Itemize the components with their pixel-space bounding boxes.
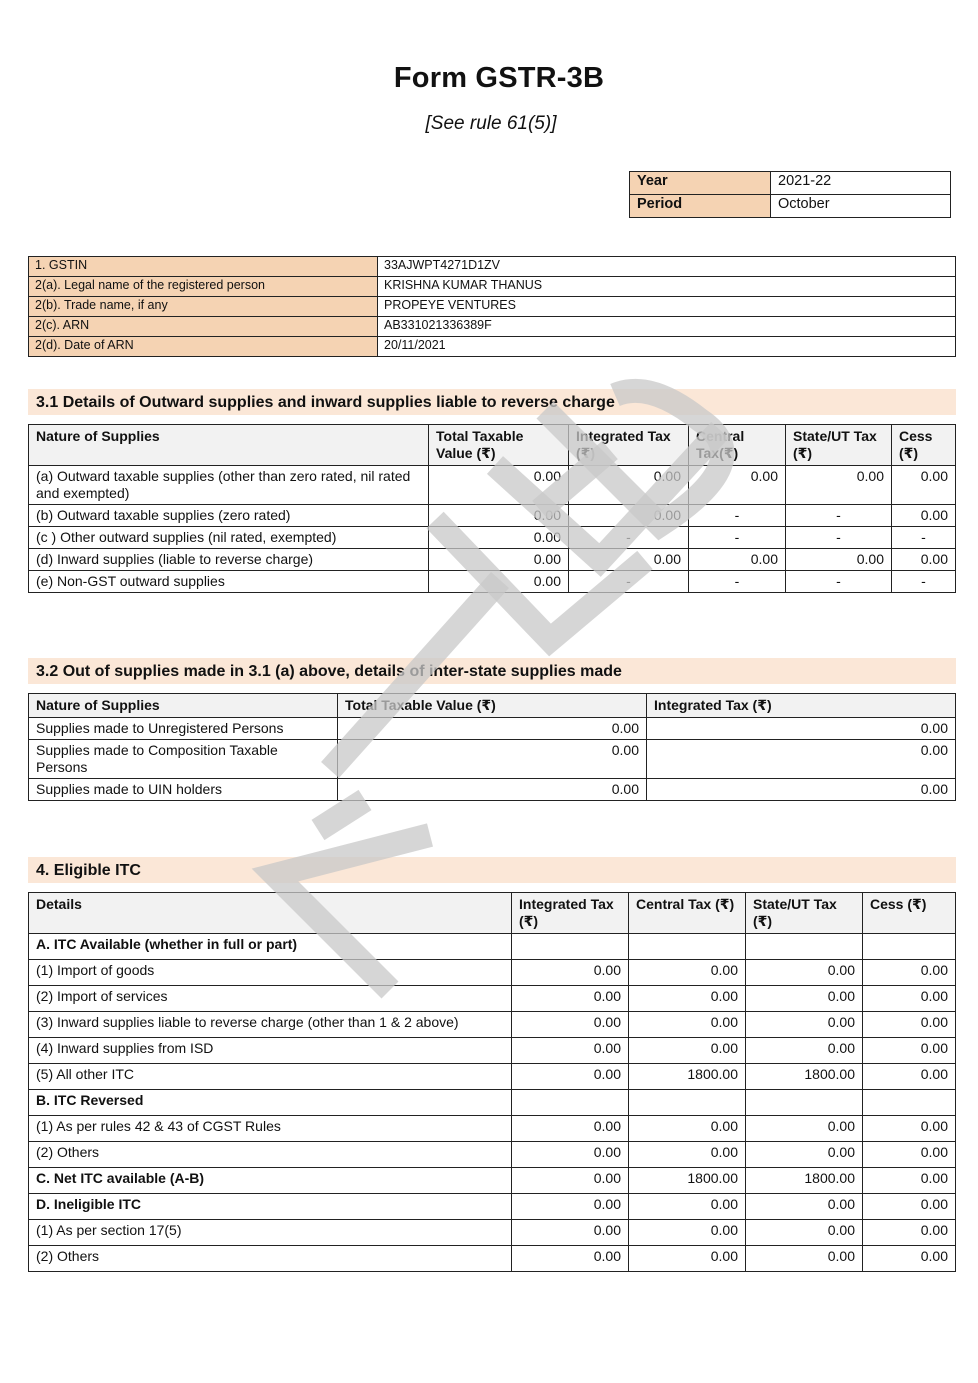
cell-value: 0.00	[892, 549, 956, 571]
cell-value: -	[689, 527, 786, 549]
cell-value: 0.00	[512, 1220, 629, 1246]
cell-value: 1800.00	[746, 1168, 863, 1194]
table-row-group-c	[29, 1168, 956, 1194]
cell-value: 0.00	[629, 1194, 746, 1220]
cell-value	[746, 934, 863, 960]
col-header: Integrated Tax (₹)	[512, 893, 629, 934]
cell-value: 0.00	[429, 549, 569, 571]
row-label: (5) All other ITC	[29, 1064, 512, 1090]
cell-value: -	[892, 527, 956, 549]
row-label: Supplies made to UIN holders	[29, 779, 338, 801]
row-label: Supplies made to Unregistered Persons	[29, 718, 338, 740]
info-value: AB331021336389F	[378, 317, 956, 337]
cell-value: 0.00	[863, 1012, 956, 1038]
row-label: B. ITC Reversed	[29, 1090, 512, 1116]
cell-value: 0.00	[629, 986, 746, 1012]
col-header: Total Taxable Value (₹)	[429, 425, 569, 466]
row-label: (2) Others	[29, 1142, 512, 1168]
row-label: (3) Inward supplies liable to reverse charge (other than 1 & 2 above)	[29, 1012, 512, 1038]
row-label: (c ) Other outward supplies (nil rated, exempted)	[29, 527, 429, 549]
section-3-2-heading: 3.2 Out of supplies made in 3.1 (a) above, details of inter-state supplies made	[28, 658, 956, 684]
table-row	[29, 960, 956, 986]
cell-value: 0.00	[647, 718, 956, 740]
cell-value: 0.00	[512, 1168, 629, 1194]
col-header: Central Tax (₹)	[629, 893, 746, 934]
info-row-arn	[29, 317, 956, 337]
cell-value	[746, 1090, 863, 1116]
cell-value: 0.00	[892, 466, 956, 505]
cell-value: 0.00	[429, 505, 569, 527]
cell-value: 0.00	[512, 960, 629, 986]
cell-value: 0.00	[746, 1038, 863, 1064]
cell-value	[863, 1090, 956, 1116]
cell-value: 0.00	[746, 1194, 863, 1220]
year-label: Year	[630, 172, 771, 195]
period-value: October	[771, 195, 951, 218]
row-label: Supplies made to Composition Taxable Persons	[29, 740, 338, 779]
info-row-legal-name	[29, 277, 956, 297]
row-label: (1) As per rules 42 & 43 of CGST Rules	[29, 1116, 512, 1142]
cell-value: 0.00	[338, 740, 647, 779]
col-header: Integrated Tax (₹)	[569, 425, 689, 466]
cell-value	[512, 1090, 629, 1116]
cell-value: 0.00	[863, 1142, 956, 1168]
table-row	[29, 549, 956, 571]
table-header-row	[29, 893, 956, 934]
row-label: (b) Outward taxable supplies (zero rated)	[29, 505, 429, 527]
row-label: (d) Inward supplies (liable to reverse charge)	[29, 549, 429, 571]
cell-value	[629, 934, 746, 960]
outward-supplies-table	[28, 424, 956, 593]
table-row-group-b	[29, 1090, 956, 1116]
cell-value: 0.00	[863, 1064, 956, 1090]
cell-value: 0.00	[429, 571, 569, 593]
cell-value: 0.00	[647, 779, 956, 801]
table-row	[29, 740, 956, 779]
info-label: 1. GSTIN	[29, 257, 378, 277]
table-row	[29, 1220, 956, 1246]
info-label: 2(a). Legal name of the registered person	[29, 277, 378, 297]
table-row	[29, 1012, 956, 1038]
row-label: (2) Others	[29, 1246, 512, 1272]
row-label: (2) Import of services	[29, 986, 512, 1012]
cell-value: 0.00	[512, 1012, 629, 1038]
cell-value: -	[786, 505, 892, 527]
cell-value: -	[689, 505, 786, 527]
cell-value: 0.00	[863, 1038, 956, 1064]
col-header: State/UT Tax (₹)	[786, 425, 892, 466]
cell-value: 0.00	[512, 1064, 629, 1090]
cell-value	[863, 934, 956, 960]
col-header: Details	[29, 893, 512, 934]
table-header-row	[29, 425, 956, 466]
cell-value: 0.00	[689, 549, 786, 571]
cell-value: 0.00	[746, 1220, 863, 1246]
row-label: C. Net ITC available (A-B)	[29, 1168, 512, 1194]
col-header: Cess (₹)	[892, 425, 956, 466]
cell-value: 0.00	[746, 1142, 863, 1168]
cell-value: 0.00	[746, 960, 863, 986]
info-label: 2(d). Date of ARN	[29, 337, 378, 357]
cell-value: 0.00	[512, 1116, 629, 1142]
info-row-arn-date	[29, 337, 956, 357]
table-row-group-a	[29, 934, 956, 960]
table-row	[29, 718, 956, 740]
row-label: (e) Non-GST outward supplies	[29, 571, 429, 593]
cell-value: 0.00	[689, 466, 786, 505]
period-row	[630, 195, 951, 218]
cell-value: 1800.00	[629, 1064, 746, 1090]
cell-value: 0.00	[629, 1246, 746, 1272]
cell-value: 0.00	[629, 1220, 746, 1246]
info-value: 33AJWPT4271D1ZV	[378, 257, 956, 277]
cell-value: 0.00	[429, 527, 569, 549]
cell-value: -	[569, 527, 689, 549]
col-header: Cess (₹)	[863, 893, 956, 934]
period-table	[629, 171, 951, 218]
cell-value: 0.00	[863, 1194, 956, 1220]
cell-value: 0.00	[863, 1246, 956, 1272]
info-value: PROPEYE VENTURES	[378, 297, 956, 317]
cell-value: 0.00	[512, 1194, 629, 1220]
cell-value: 0.00	[338, 779, 647, 801]
cell-value: 0.00	[569, 466, 689, 505]
info-label: 2(c). ARN	[29, 317, 378, 337]
cell-value: 0.00	[863, 960, 956, 986]
cell-value: 0.00	[786, 466, 892, 505]
cell-value: 1800.00	[746, 1064, 863, 1090]
cell-value: 0.00	[746, 1012, 863, 1038]
cell-value: 0.00	[429, 466, 569, 505]
table-row	[29, 505, 956, 527]
table-row	[29, 466, 956, 505]
cell-value: 0.00	[512, 986, 629, 1012]
col-header: Nature of Supplies	[29, 694, 338, 718]
table-row	[29, 1116, 956, 1142]
cell-value: 0.00	[629, 1012, 746, 1038]
col-header: Nature of Supplies	[29, 425, 429, 466]
row-label: (1) Import of goods	[29, 960, 512, 986]
table-row	[29, 1142, 956, 1168]
info-label: 2(b). Trade name, if any	[29, 297, 378, 317]
cell-value: 0.00	[892, 505, 956, 527]
col-header: Integrated Tax (₹)	[647, 694, 956, 718]
cell-value: 0.00	[863, 1168, 956, 1194]
cell-value: 0.00	[647, 740, 956, 779]
cell-value: -	[786, 527, 892, 549]
cell-value: 0.00	[338, 718, 647, 740]
cell-value: 0.00	[629, 1038, 746, 1064]
info-value: KRISHNA KUMAR THANUS	[378, 277, 956, 297]
table-row	[29, 1038, 956, 1064]
row-label: (a) Outward taxable supplies (other than zero rated, nil rated and exempted)	[29, 466, 429, 505]
year-row	[630, 172, 951, 195]
cell-value: 0.00	[569, 549, 689, 571]
section-4-heading: 4. Eligible ITC	[28, 857, 956, 883]
row-label: D. Ineligible ITC	[29, 1194, 512, 1220]
form-title: Form GSTR-3B	[393, 62, 605, 94]
table-row	[29, 1246, 956, 1272]
cell-value: 0.00	[629, 1142, 746, 1168]
cell-value: 0.00	[863, 1116, 956, 1142]
taxpayer-info-table	[28, 256, 956, 357]
cell-value	[512, 934, 629, 960]
cell-value: 0.00	[746, 1116, 863, 1142]
cell-value: -	[689, 571, 786, 593]
year-value: 2021-22	[771, 172, 951, 195]
cell-value: 0.00	[512, 1246, 629, 1272]
cell-value: 0.00	[746, 1246, 863, 1272]
cell-value: 0.00	[629, 960, 746, 986]
info-value: 20/11/2021	[378, 337, 956, 357]
cell-value	[629, 1090, 746, 1116]
table-row	[29, 527, 956, 549]
cell-value: -	[569, 571, 689, 593]
row-label: (4) Inward supplies from ISD	[29, 1038, 512, 1064]
cell-value: 1800.00	[629, 1168, 746, 1194]
eligible-itc-table	[28, 892, 956, 1272]
col-header: Central Tax(₹)	[689, 425, 786, 466]
cell-value: 0.00	[863, 986, 956, 1012]
table-header-row	[29, 694, 956, 718]
cell-value: -	[786, 571, 892, 593]
table-row	[29, 779, 956, 801]
period-label: Period	[630, 195, 771, 218]
inter-state-supplies-table	[28, 693, 956, 801]
form-subtitle: [See rule 61(5)]	[425, 113, 557, 134]
cell-value: 0.00	[512, 1038, 629, 1064]
cell-value: 0.00	[569, 505, 689, 527]
cell-value: 0.00	[629, 1116, 746, 1142]
info-row-trade-name	[29, 297, 956, 317]
row-label: A. ITC Available (whether in full or part)	[29, 934, 512, 960]
table-row	[29, 1064, 956, 1090]
cell-value: -	[892, 571, 956, 593]
table-row	[29, 571, 956, 593]
table-row-group-d	[29, 1194, 956, 1220]
cell-value: 0.00	[512, 1142, 629, 1168]
col-header: Total Taxable Value (₹)	[338, 694, 647, 718]
cell-value: 0.00	[786, 549, 892, 571]
section-3-1-heading: 3.1 Details of Outward supplies and inward supplies liable to reverse charge	[28, 389, 956, 415]
table-row	[29, 986, 956, 1012]
cell-value: 0.00	[746, 986, 863, 1012]
cell-value: 0.00	[863, 1220, 956, 1246]
info-row-gstin	[29, 257, 956, 277]
col-header: State/UT Tax (₹)	[746, 893, 863, 934]
row-label: (1) As per section 17(5)	[29, 1220, 512, 1246]
